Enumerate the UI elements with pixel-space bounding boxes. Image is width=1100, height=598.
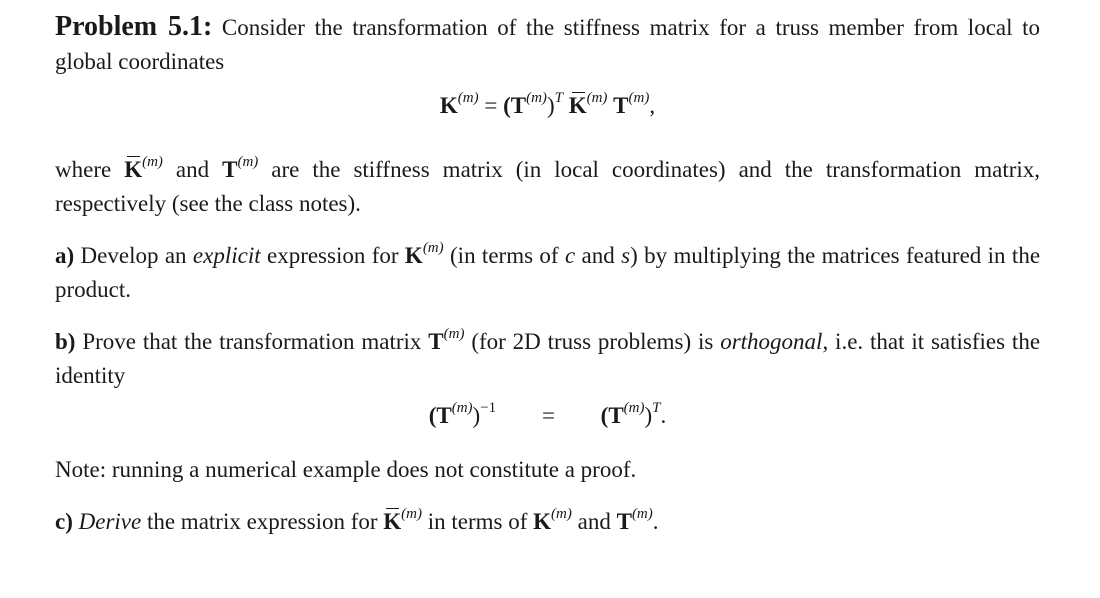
eq2-lhs-t-open: (T bbox=[428, 403, 452, 428]
eq2-inverse-superscript: −1 bbox=[480, 400, 497, 416]
part-b-text-3: , i.e. that it satisfies the identity bbox=[55, 329, 1041, 388]
part-a bbox=[55, 239, 1040, 307]
part-a-k-superscript: (m) bbox=[422, 240, 444, 256]
eq2-transpose-superscript: T bbox=[652, 400, 661, 416]
where-description: are the stiffness matrix (in local coordinates) and the transformation matrix, respectively (see the class notes). bbox=[55, 157, 1041, 216]
eq1-kbar-superscript: (m) bbox=[586, 90, 608, 106]
part-b-label: b) bbox=[55, 329, 76, 354]
where-t-superscript: (m) bbox=[237, 154, 259, 170]
problem-intro bbox=[55, 10, 1040, 79]
eq2-lhs-close: ) bbox=[472, 403, 481, 428]
part-a-k-symbol: K bbox=[404, 243, 423, 268]
part-c-k-superscript: (m) bbox=[551, 506, 572, 522]
eq2-rhs-close: ) bbox=[644, 403, 653, 428]
part-b-t-superscript: (m) bbox=[443, 326, 465, 342]
where-and: and bbox=[175, 157, 210, 182]
eq1-t-open: (T bbox=[503, 93, 527, 118]
eq2-trailing-period: . bbox=[660, 403, 667, 428]
part-c-text-2: in terms of bbox=[427, 509, 528, 534]
part-a-text-4: ) by multiplying the matrices featured in the product. bbox=[55, 243, 1041, 302]
part-c-trailing-period: . bbox=[652, 509, 659, 534]
part-b-text-2: (for 2D truss problems) is bbox=[471, 329, 714, 354]
where-kbar-superscript: (m) bbox=[142, 154, 163, 170]
part-c-text-1: the matrix expression for bbox=[146, 509, 378, 534]
part-b-text-1: Prove that the transformation matrix bbox=[82, 329, 422, 354]
part-c-kbar-symbol: K bbox=[383, 505, 401, 539]
where-t-symbol: T bbox=[222, 157, 238, 182]
part-b-t-symbol: T bbox=[428, 329, 444, 354]
note: Note: running a numerical example does not constitute a proof. bbox=[55, 457, 637, 482]
part-a-text-2: expression for bbox=[266, 243, 399, 268]
part-a-c-symbol: c bbox=[564, 243, 576, 268]
eq1-trailing-comma: , bbox=[649, 93, 656, 118]
eq1-t-superscript: (m) bbox=[526, 90, 547, 106]
eq2-lhs-superscript: (m) bbox=[451, 400, 473, 416]
eq2-equals: = bbox=[541, 403, 555, 428]
eq1-t2-superscript: (m) bbox=[628, 90, 650, 106]
part-a-explicit: explicit bbox=[192, 243, 261, 268]
eq1-kbar-symbol: K bbox=[569, 89, 587, 123]
part-a-text-1: Develop an bbox=[80, 243, 187, 268]
part-c-t-symbol: T bbox=[616, 509, 632, 534]
eq1-transpose-superscript: T bbox=[554, 90, 563, 106]
part-c-k-symbol: K bbox=[533, 509, 552, 534]
part-a-and: and bbox=[581, 243, 615, 268]
part-c-kbar-superscript: (m) bbox=[401, 506, 422, 522]
part-a-text-3: (in terms of bbox=[450, 243, 559, 268]
eq1-t2-symbol: T bbox=[613, 93, 629, 118]
part-c-label: c) bbox=[55, 509, 73, 534]
eq1-t-close: ) bbox=[546, 93, 555, 118]
where-text: where bbox=[55, 157, 112, 182]
orthogonality-identity-equation bbox=[55, 399, 1040, 433]
eq1-equals: = bbox=[484, 93, 498, 118]
eq1-k-symbol: K bbox=[439, 93, 458, 118]
where-kbar-symbol: K bbox=[124, 153, 142, 187]
eq1-k-superscript: (m) bbox=[457, 90, 479, 106]
problem-intro-text: Consider the transformation of the stiffness matrix for a truss member from local to global coordinates bbox=[55, 15, 1040, 74]
eq2-rhs-t-open: (T bbox=[600, 403, 624, 428]
stiffness-transformation-equation bbox=[55, 89, 1040, 123]
part-a-label: a) bbox=[55, 243, 75, 268]
part-c-t-superscript: (m) bbox=[631, 506, 653, 522]
part-b-orthogonal: orthogonal bbox=[720, 329, 823, 354]
part-c-derive: Derive bbox=[78, 509, 142, 534]
eq2-rhs-superscript: (m) bbox=[623, 400, 645, 416]
part-c-and: and bbox=[577, 509, 611, 534]
problem-label: Problem 5.1: bbox=[55, 11, 213, 42]
problem-document bbox=[55, 10, 1040, 539]
part-a-s-symbol: s bbox=[621, 243, 631, 268]
part-b bbox=[55, 325, 1040, 393]
part-c bbox=[55, 505, 1040, 539]
where-paragraph bbox=[55, 153, 1040, 221]
